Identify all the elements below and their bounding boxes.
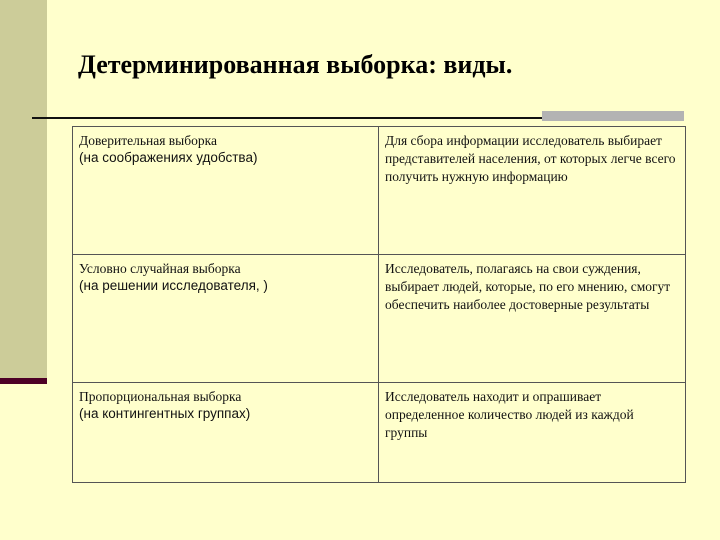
- type-cell: [73, 255, 379, 383]
- table-row: [73, 383, 686, 483]
- title-underline: [32, 117, 542, 119]
- type-name: Условно случайная выборка: [79, 261, 241, 276]
- type-basis: (на решении исследователя, ): [79, 278, 268, 293]
- description-cell: [379, 383, 686, 483]
- description-cell: [379, 127, 686, 255]
- type-description: Исследователь, полагаясь на свои суждения, выбирает людей, которые, по его мнению, смогут обеспечить наиболее достоверные результаты: [385, 261, 671, 312]
- sampling-types-table: [72, 126, 686, 483]
- type-cell: [73, 383, 379, 483]
- type-basis: (на соображениях удобства): [79, 150, 258, 165]
- type-description: Исследователь находит и опрашивает определенное количество людей из каждой группы: [385, 389, 634, 440]
- description-cell: [379, 255, 686, 383]
- table-row: [73, 127, 686, 255]
- type-name: Пропорциональная выборка: [79, 389, 242, 404]
- type-description: Для сбора информации исследователь выбирает представителей населения, от которых легче всего получить нужную информацию: [385, 133, 676, 184]
- table-row: [73, 255, 686, 383]
- type-cell: [73, 127, 379, 255]
- left-decorative-bar: [0, 0, 47, 378]
- slide-title: Детерминированная выборка: виды.: [78, 50, 513, 79]
- title-underline-accent: [542, 111, 684, 121]
- type-name: Доверительная выборка: [79, 133, 217, 148]
- type-basis: (на контингентных группах): [79, 406, 251, 421]
- left-bar-accent: [0, 378, 47, 384]
